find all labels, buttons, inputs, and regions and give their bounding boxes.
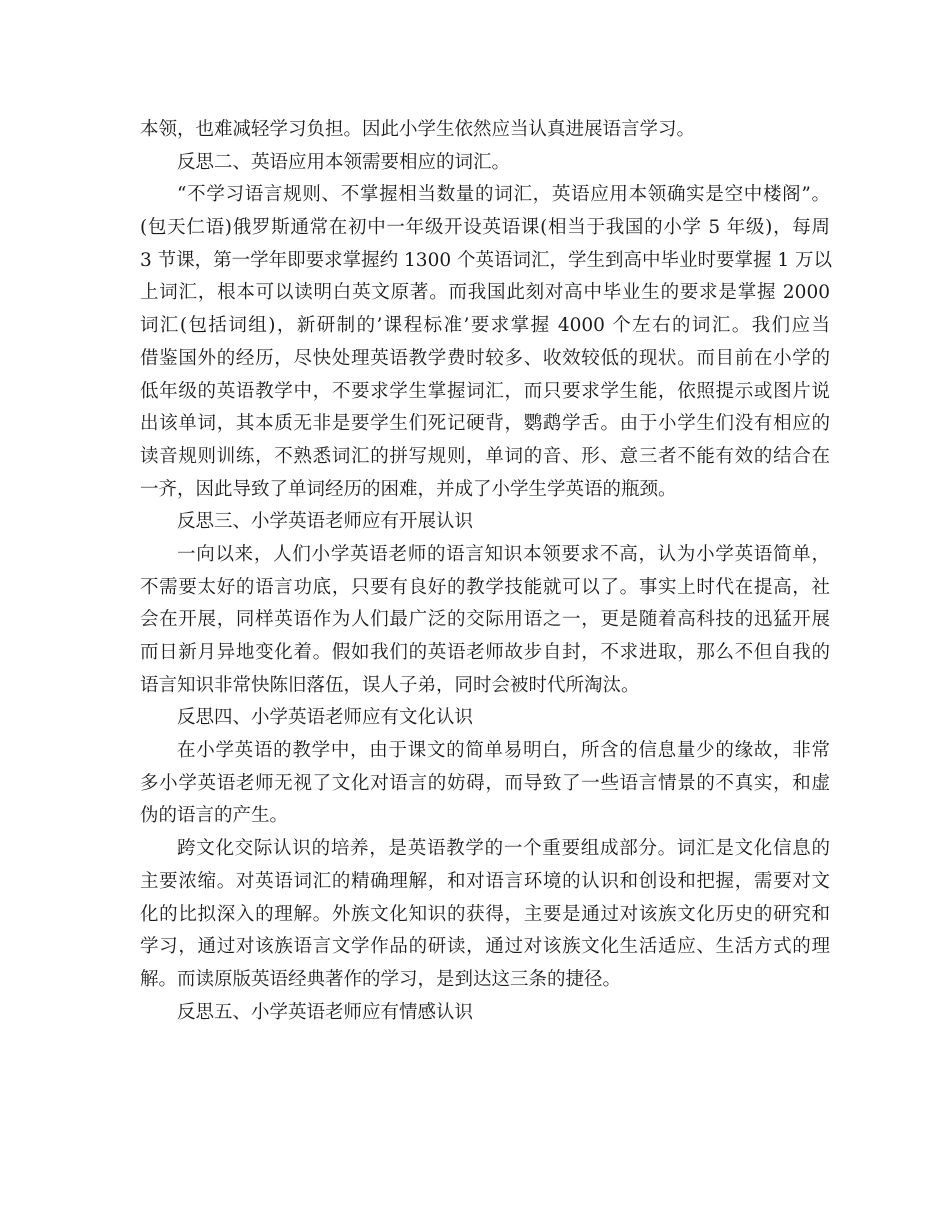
paragraph-line: 伪的语言的产生。 xyxy=(140,805,289,827)
paragraph-line: 借鉴国外的经历，尽快处理英语教学费时较多、收效较低的现状。而目前在小学的 xyxy=(140,347,830,369)
paragraph-line: 出该单词，其本质无非是要学生们死记硬背，鹦鹉学舌。由于小学生们没有相应的 xyxy=(140,413,830,435)
paragraph-line: 一齐，因此导致了单词经历的困难，并成了小学生学英语的瓶颈。 xyxy=(140,478,677,500)
document-body xyxy=(140,114,833,1029)
paragraph-line: 多小学英语老师无视了文化对语言的妨碍，而导致了一些语言情景的不真实，和虚 xyxy=(140,772,830,794)
paragraph-line: 语言知识非常快陈旧落伍，误人子弟，同时会被时代所淘汰。 xyxy=(140,674,640,696)
paragraph-line: 低年级的英语教学中，不要求学生掌握词汇，而只要求学生能，依照提示或图片说 xyxy=(140,380,830,402)
section-heading: 反思三、小学英语老师应有开展认识 xyxy=(177,511,474,533)
paragraph-line: 一向以来，人们小学英语老师的语言知识本领要求不高，认为小学英语简单， xyxy=(177,543,830,565)
paragraph-line: 词汇(包括词组)，新研制的’课程标准’要求掌握 4000 个左右的词汇。我们应当 xyxy=(140,315,830,337)
paragraph-line: 学习，通过对该族语言文学作品的研读，通过对该族文化生活适应、生活方式的理 xyxy=(140,936,830,958)
paragraph-line: 跨文化交际认识的培养，是英语教学的一个重要组成部分。词汇是文化信息的 xyxy=(177,838,830,860)
paragraph-line: 会在开展，同样英语作为人们最广泛的交际用语之一，更是随着高科技的迅猛开展 xyxy=(140,609,830,631)
paragraph-line: 解。而读原版英语经典著作的学习，是到达这三条的捷径。 xyxy=(140,968,622,990)
paragraph-line: (包天仁语)俄罗斯通常在初中一年级开设英语课(相当于我国的小学 5 年级)，每周 xyxy=(140,217,830,239)
paragraph-line: 不需要太好的语言功底，只要有良好的教学技能就可以了。事实上时代在提高，社 xyxy=(140,576,830,598)
paragraph-line: 上词汇，根本可以读明白英文原著。而我国此刻对高中毕业生的要求是掌握 2000 xyxy=(140,282,830,304)
paragraph-line: 本领，也难减轻学习负担。因此小学生依然应当认真进展语言学习。 xyxy=(140,119,696,140)
paragraph-line: 主要浓缩。对英语词汇的精确理解，和对语言环境的认识和创设和把握，需要对文 xyxy=(140,870,830,892)
section-heading: 反思二、英语应用本领需要相应的词汇。 xyxy=(177,151,511,173)
section-heading: 反思五、小学英语老师应有情感认识 xyxy=(177,1001,474,1023)
section-heading: 反思四、小学英语老师应有文化认识 xyxy=(177,707,474,729)
paragraph-line: 而日新月异地变化着。假如我们的英语老师故步自封，不求进取，那么不但自我的 xyxy=(140,642,830,663)
paragraph-line: 在小学英语的教学中，由于课文的简单易明白，所含的信息量少的缘故，非常 xyxy=(177,740,830,762)
paragraph-line: “不学习语言规则、不掌握相当数量的词汇，英语应用本领确实是空中楼阁”。 xyxy=(177,184,830,206)
paragraph-line: 读音规则训练，不熟悉词汇的拼写规则，单词的音、形、意三者不能有效的结合在 xyxy=(140,445,830,467)
paragraph-line: 化的比拟深入的理解。外族文化知识的获得，主要是通过对该族文化历史的研究和 xyxy=(140,903,830,925)
paragraph-line: 3 节课，第一学年即要求掌握约 1300 个英语词汇，学生到高中毕业时要掌握 1 万以 xyxy=(140,249,833,271)
